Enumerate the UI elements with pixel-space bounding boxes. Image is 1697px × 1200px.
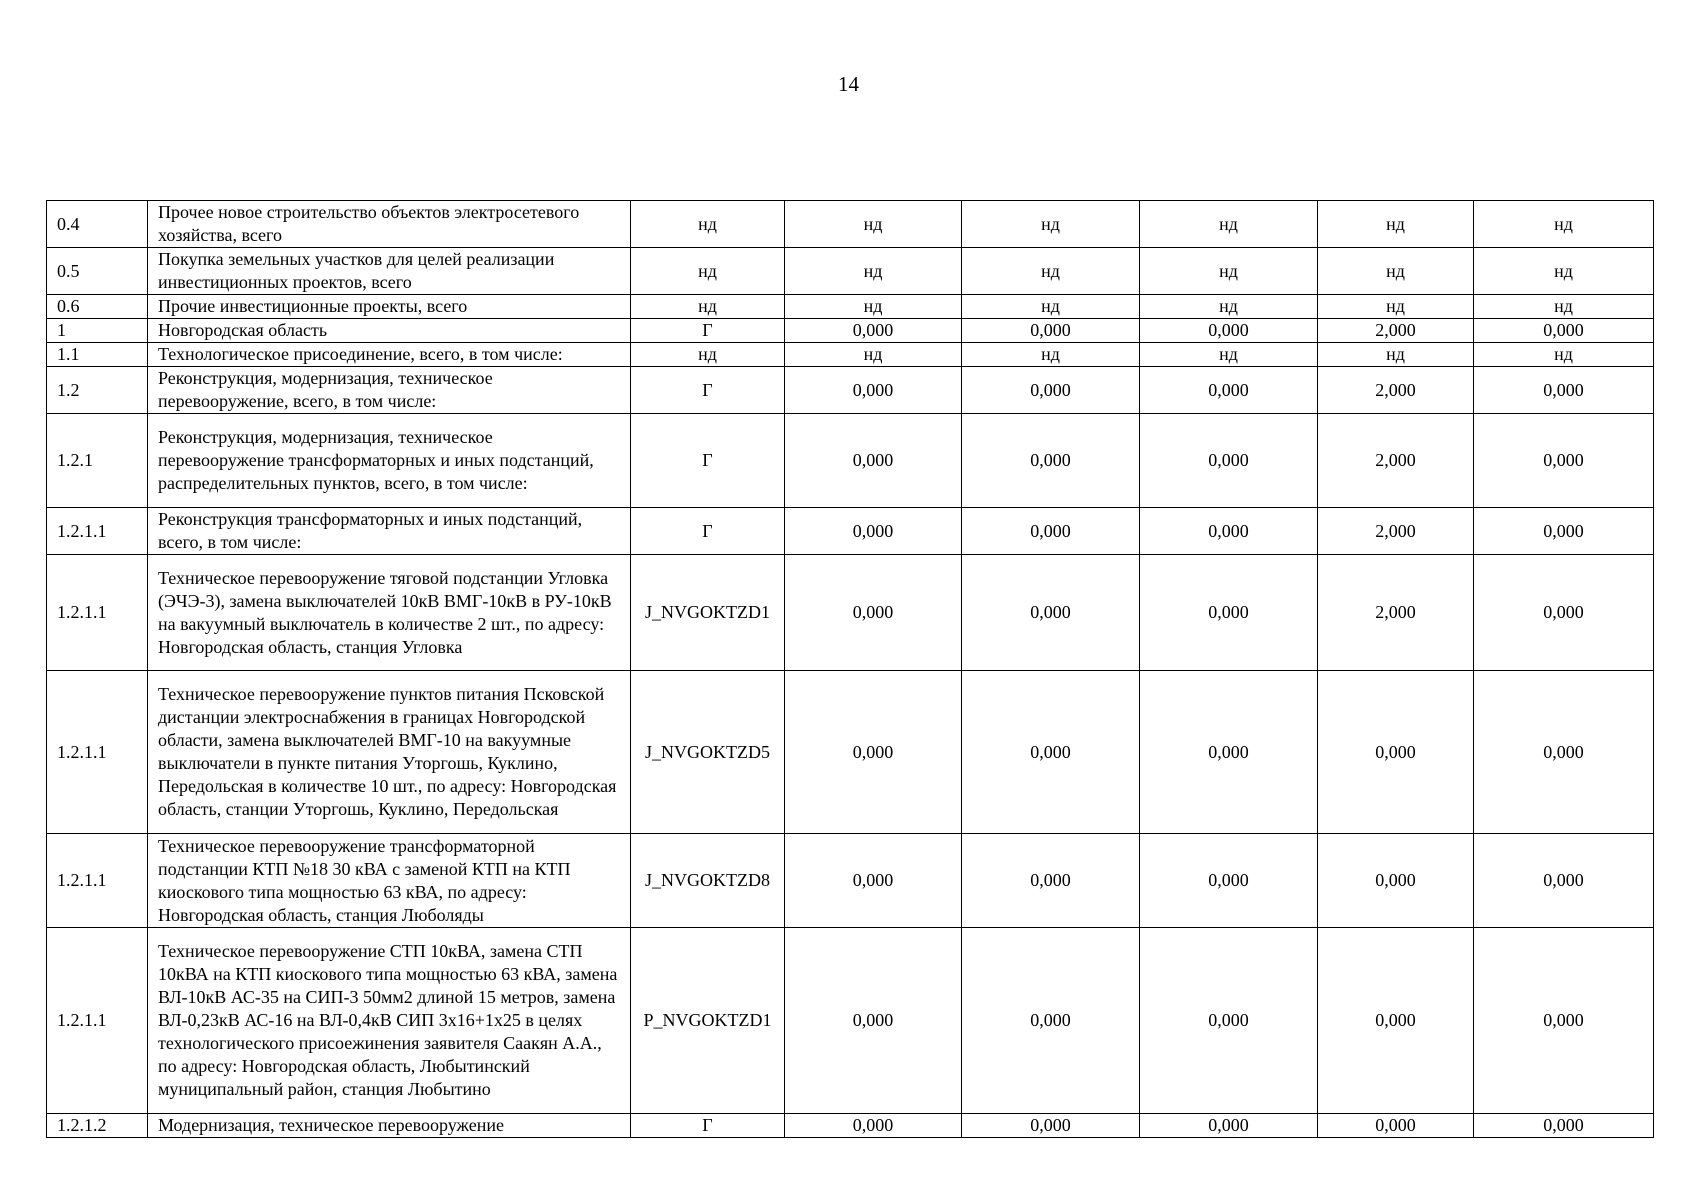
project-name: Реконструкция трансформаторных и иных подстанций, всего, в том числе: (148, 508, 631, 555)
table-row (47, 834, 1654, 928)
value-2: 0,000 (962, 671, 1140, 834)
value-1: нд (785, 201, 962, 248)
value-5: 0,000 (1474, 834, 1654, 928)
project-name: Прочие инвестиционные проекты, всего (148, 295, 631, 319)
value-1: 0,000 (785, 319, 962, 343)
value-3: нд (1140, 343, 1318, 367)
value-2: нд (962, 248, 1140, 295)
value-4: 2,000 (1318, 414, 1474, 508)
row-number: 0.5 (47, 248, 148, 295)
row-number: 1.2.1.1 (47, 834, 148, 928)
project-code: P_NVGOKTZD1 (631, 928, 785, 1114)
value-2: нд (962, 295, 1140, 319)
value-2: нд (962, 201, 1140, 248)
row-number: 1.2.1.1 (47, 508, 148, 555)
value-4: 0,000 (1318, 671, 1474, 834)
value-2: нд (962, 343, 1140, 367)
project-code: нд (631, 201, 785, 248)
table-row (47, 928, 1654, 1114)
value-2: 0,000 (962, 834, 1140, 928)
value-1: нд (785, 343, 962, 367)
value-5: 0,000 (1474, 319, 1654, 343)
value-3: 0,000 (1140, 508, 1318, 555)
value-1: 0,000 (785, 671, 962, 834)
value-4: 0,000 (1318, 834, 1474, 928)
value-3: 0,000 (1140, 367, 1318, 414)
project-code: нд (631, 343, 785, 367)
table-row (47, 414, 1654, 508)
value-2: 0,000 (962, 319, 1140, 343)
project-code: нд (631, 295, 785, 319)
value-4: нд (1318, 343, 1474, 367)
value-2: 0,000 (962, 1114, 1140, 1138)
value-5: 0,000 (1474, 671, 1654, 834)
value-5: нд (1474, 295, 1654, 319)
project-name: Техническое перевооружение пунктов питания Псковской дистанции электроснабжения в границах Новгородской области, замена выключателей ВМГ-10 на вакуумные выключатели в пункте питания Уторгошь, Куклино, Передольская в количестве 10 шт., по адресу: Новгородская область, станции Уторгошь, Куклино, Передольская (148, 671, 631, 834)
project-name: Техническое перевооружение СТП 10кВА, замена СТП 10кВА на КТП киоскового типа мощностью 63 кВА, замена ВЛ-10кВ АС-35 на СИП-3 50мм2 длиной 15 метров, замена ВЛ-0,23кВ АС-16 на ВЛ-0,4кВ СИП 3х16+1х25 в целях технологического присоежинения заявителя Саакян А.А., по адресу: Новгородская область, Любытинский муниципальный район, станция Любытино (148, 928, 631, 1114)
value-3: нд (1140, 201, 1318, 248)
value-3: 0,000 (1140, 1114, 1318, 1138)
row-number: 1.2.1.1 (47, 555, 148, 671)
value-1: нд (785, 248, 962, 295)
row-number: 1.1 (47, 343, 148, 367)
value-2: 0,000 (962, 928, 1140, 1114)
value-3: 0,000 (1140, 928, 1318, 1114)
value-2: 0,000 (962, 508, 1140, 555)
table-row (47, 367, 1654, 414)
value-1: 0,000 (785, 834, 962, 928)
project-code: Г (631, 367, 785, 414)
table-body (47, 201, 1654, 1138)
value-4: 2,000 (1318, 367, 1474, 414)
project-name: Техническое перевооружение трансформаторной подстанции КТП №18 30 кВА с заменой КТП на КТП киоскового типа мощностью 63 кВА, по адресу: Новгородская область, станция Люболяды (148, 834, 631, 928)
table-row (47, 1114, 1654, 1138)
row-number: 1.2.1 (47, 414, 148, 508)
row-number: 1.2 (47, 367, 148, 414)
value-2: 0,000 (962, 555, 1140, 671)
value-1: 0,000 (785, 555, 962, 671)
value-3: 0,000 (1140, 319, 1318, 343)
value-5: 0,000 (1474, 555, 1654, 671)
row-number: 1 (47, 319, 148, 343)
project-code: нд (631, 248, 785, 295)
value-1: 0,000 (785, 414, 962, 508)
table-row (47, 343, 1654, 367)
project-code: Г (631, 508, 785, 555)
value-4: 2,000 (1318, 555, 1474, 671)
table-row (47, 508, 1654, 555)
row-number: 1.2.1.1 (47, 928, 148, 1114)
value-3: 0,000 (1140, 671, 1318, 834)
project-code: Г (631, 414, 785, 508)
project-code: Г (631, 1114, 785, 1138)
value-3: 0,000 (1140, 834, 1318, 928)
table-row (47, 248, 1654, 295)
project-name: Реконструкция, модернизация, техническое перевооружение трансформаторных и иных подстанций, распределительных пунктов, всего, в том числе: (148, 414, 631, 508)
project-code: Г (631, 319, 785, 343)
value-4: нд (1318, 201, 1474, 248)
project-name: Прочее новое строительство объектов электросетевого хозяйства, всего (148, 201, 631, 248)
table-row (47, 201, 1654, 248)
investment-table (46, 200, 1654, 1138)
value-4: нд (1318, 248, 1474, 295)
value-5: 0,000 (1474, 508, 1654, 555)
value-4: 2,000 (1318, 508, 1474, 555)
project-name: Реконструкция, модернизация, техническое перевооружение, всего, в том числе: (148, 367, 631, 414)
row-number: 0.4 (47, 201, 148, 248)
project-name: Новгородская область (148, 319, 631, 343)
project-name: Модернизация, техническое перевооружение (148, 1114, 631, 1138)
value-2: 0,000 (962, 414, 1140, 508)
page-number: 14 (838, 72, 859, 96)
row-number: 1.2.1.2 (47, 1114, 148, 1138)
row-number: 1.2.1.1 (47, 671, 148, 834)
value-1: 0,000 (785, 508, 962, 555)
project-name: Технологическое присоединение, всего, в том числе: (148, 343, 631, 367)
value-1: 0,000 (785, 1114, 962, 1138)
value-1: нд (785, 295, 962, 319)
value-5: нд (1474, 248, 1654, 295)
table-row (47, 319, 1654, 343)
value-3: 0,000 (1140, 555, 1318, 671)
value-3: 0,000 (1140, 414, 1318, 508)
table-row (47, 295, 1654, 319)
value-1: 0,000 (785, 367, 962, 414)
value-5: нд (1474, 201, 1654, 248)
table-row (47, 671, 1654, 834)
project-code: J_NVGOKTZD1 (631, 555, 785, 671)
project-name: Покупка земельных участков для целей реализации инвестиционных проектов, всего (148, 248, 631, 295)
value-5: 0,000 (1474, 1114, 1654, 1138)
value-4: 2,000 (1318, 319, 1474, 343)
value-2: 0,000 (962, 367, 1140, 414)
value-5: нд (1474, 343, 1654, 367)
value-5: 0,000 (1474, 928, 1654, 1114)
value-1: 0,000 (785, 928, 962, 1114)
value-5: 0,000 (1474, 414, 1654, 508)
value-3: нд (1140, 248, 1318, 295)
project-code: J_NVGOKTZD8 (631, 834, 785, 928)
value-4: нд (1318, 295, 1474, 319)
project-name: Техническое перевооружение тяговой подстанции Угловка (ЭЧЭ-3), замена выключателей 10кВ ВМГ-10кВ в РУ-10кВ на вакуумный выключатель в количестве 2 шт., по адресу: Новгородская область, станция Угловка (148, 555, 631, 671)
value-3: нд (1140, 295, 1318, 319)
project-code: J_NVGOKTZD5 (631, 671, 785, 834)
value-4: 0,000 (1318, 928, 1474, 1114)
table-row (47, 555, 1654, 671)
row-number: 0.6 (47, 295, 148, 319)
value-5: 0,000 (1474, 367, 1654, 414)
value-4: 0,000 (1318, 1114, 1474, 1138)
